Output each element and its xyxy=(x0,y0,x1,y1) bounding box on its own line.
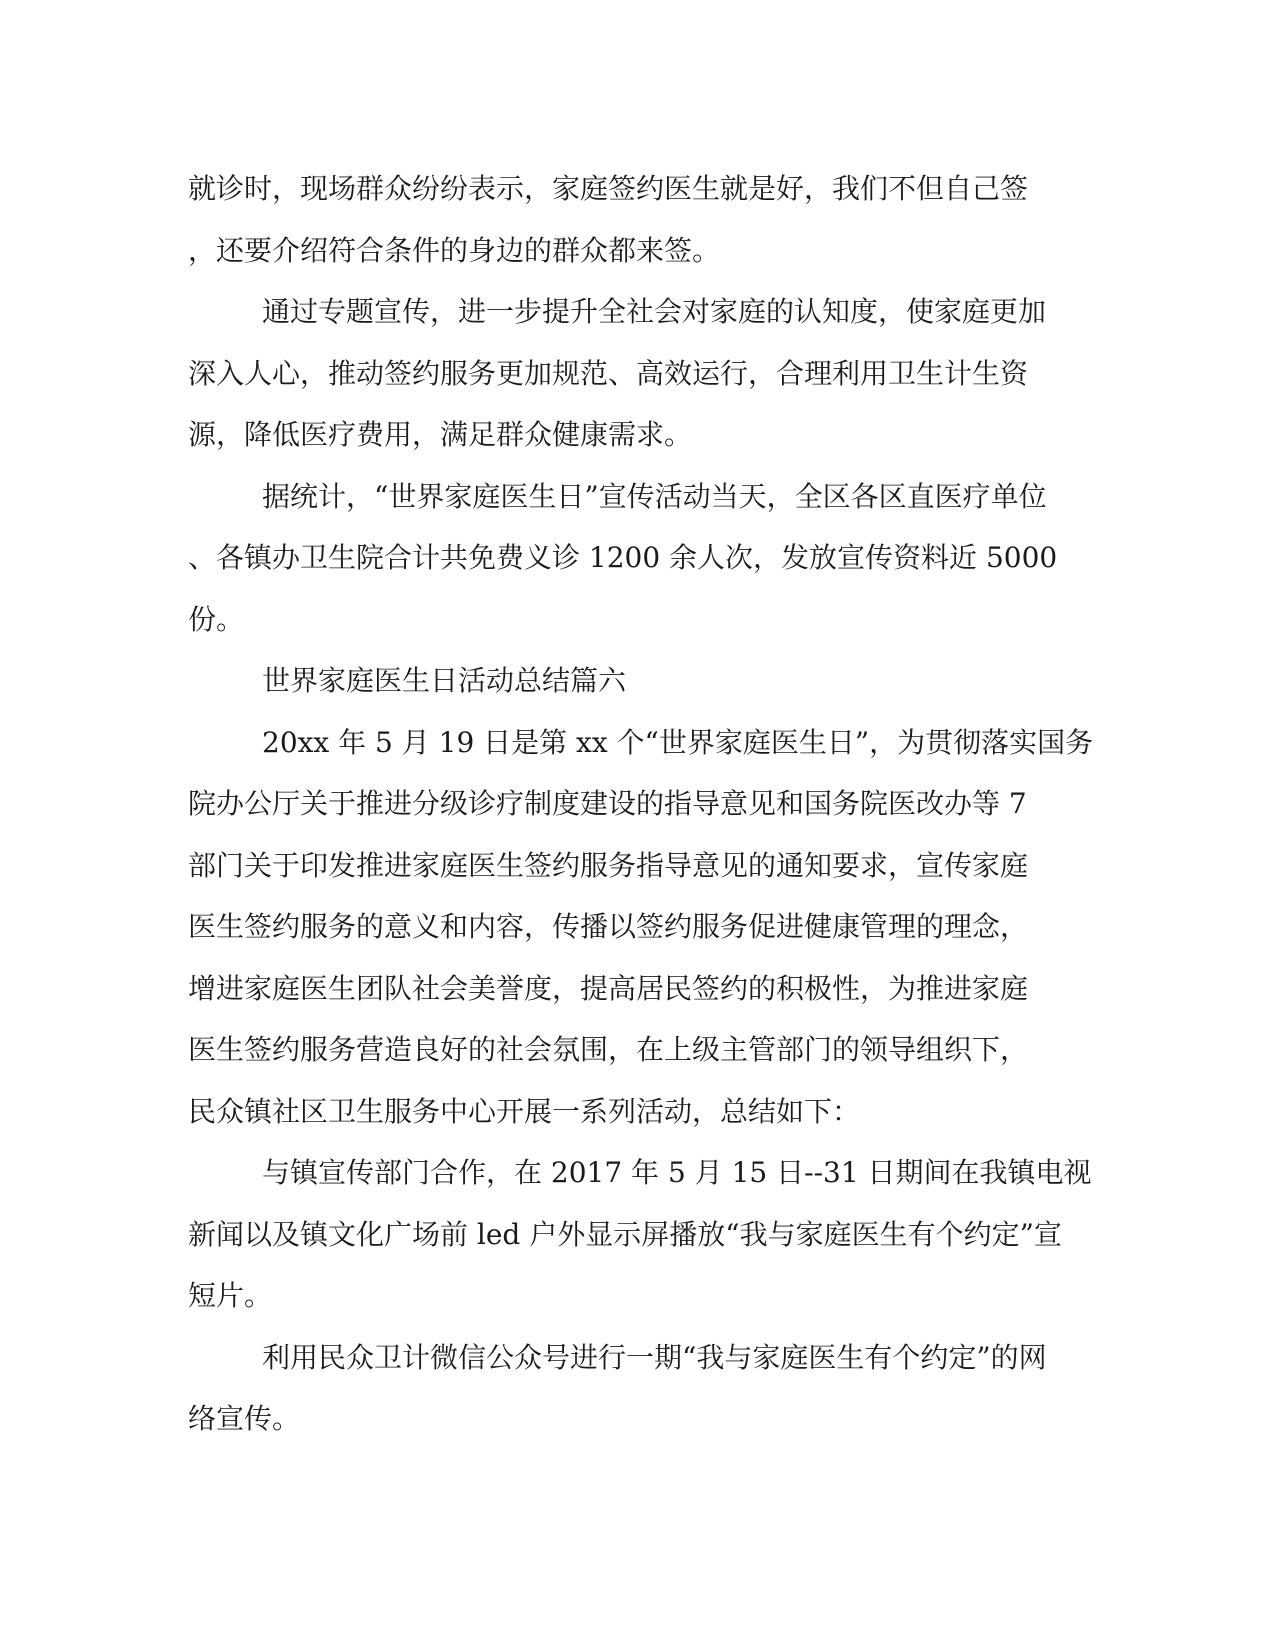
text-line: 通过专题宣传，进一步提升全社会对家庭的认知度，使家庭更加 xyxy=(262,295,1047,328)
text-line: ，还要介绍符合条件的身边的群众都来签。 xyxy=(188,233,721,267)
text-line: 增进家庭医生团队社会美誉度，提高居民签约的积极性，为推进家庭 xyxy=(188,971,1029,1005)
text-line: 就诊时，现场群众纷纷表示，家庭签约医生就是好，我们不但自己签 xyxy=(188,172,1029,205)
text-line: 份。 xyxy=(188,602,245,636)
text-line: 深入人心，推动签约服务更加规范、高效运行，合理利用卫生计生资 xyxy=(188,356,1029,390)
text-line: 部门关于印发推进家庭医生签约服务指导意见的通知要求，宣传家庭 xyxy=(188,848,1029,882)
text-line: 、各镇办卫生院合计共免费义诊 1200 余人次，发放宣传资料近 5000 xyxy=(188,541,1058,574)
text-line: 医生签约服务的意义和内容，传播以签约服务促进健康管理的理念， xyxy=(188,910,1029,943)
text-line: 与镇宣传部门合作，在 2017 年 5 月 15 日--31 日期间在我镇电视 xyxy=(262,1156,1092,1189)
text-line: 短片。 xyxy=(188,1279,273,1312)
text-line: 络宣传。 xyxy=(188,1402,301,1435)
text-line: 20xx 年 5 月 19 日是第 xx 个“世界家庭医生日”，为贯彻落实国务 xyxy=(262,725,1094,759)
text-line: 新闻以及镇文化广场前 led 户外显示屏播放“我与家庭医生有个约定”宣 xyxy=(188,1217,1062,1251)
document-body xyxy=(188,158,1094,1450)
text-line: 源，降低医疗费用，满足群众健康需求。 xyxy=(188,418,693,451)
text-line: 院办公厅关于推进分级诊疗制度建设的指导意见和国务院医改办等 7 xyxy=(188,787,1027,820)
text-line: 据统计，“世界家庭医生日”宣传活动当天，全区各区直医疗单位 xyxy=(262,479,1047,513)
text-line: 利用民众卫计微信公众号进行一期“我与家庭医生有个约定”的网 xyxy=(262,1340,1047,1374)
text-line: 医生签约服务营造良好的社会氛围，在上级主管部门的领导组织下， xyxy=(188,1033,1029,1066)
section-heading: 世界家庭医生日活动总结篇六 xyxy=(262,664,627,697)
text-line: 民众镇社区卫生服务中心开展一系列活动，总结如下： xyxy=(188,1094,861,1128)
